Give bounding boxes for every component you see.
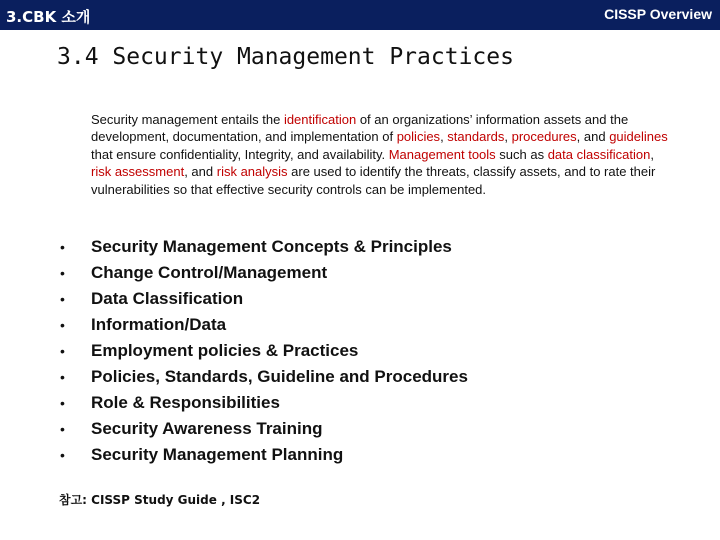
topic-label: Employment policies & Practices xyxy=(91,341,359,360)
bullet-icon: • xyxy=(60,239,65,255)
topic-item xyxy=(60,234,468,260)
bullet-icon: • xyxy=(60,343,65,359)
reference-note: 참고: CISSP Study Guide , ISC2 xyxy=(59,493,261,507)
highlighted-term: Management tools xyxy=(388,146,496,162)
topic-item xyxy=(60,312,468,338)
paragraph-text: , xyxy=(440,129,448,145)
paragraph-text: such as xyxy=(495,146,548,162)
highlighted-term: procedures xyxy=(511,129,577,145)
paragraph-text: that ensure confidentiality, Integrity, and availability. xyxy=(91,146,389,162)
bullet-icon: • xyxy=(60,395,65,411)
topic-item xyxy=(60,442,468,468)
bullet-icon: • xyxy=(60,317,65,333)
bullet-icon: • xyxy=(60,369,65,385)
paragraph-text: , and xyxy=(576,129,610,145)
topic-label: Security Management Planning xyxy=(91,445,344,464)
highlighted-term: guidelines xyxy=(609,129,668,145)
intro-paragraph xyxy=(91,111,669,198)
bullet-icon: • xyxy=(60,291,65,307)
course-label: CISSP Overview xyxy=(604,6,712,22)
topic-list xyxy=(60,234,468,468)
topic-item xyxy=(60,286,468,312)
paragraph-text: Security management entails the xyxy=(91,112,284,127)
bullet-icon: • xyxy=(60,265,65,281)
topic-label: Information/Data xyxy=(91,315,227,334)
slide-title: 3.4 Security Management Practices xyxy=(57,44,514,70)
topic-label: Role & Responsibilities xyxy=(91,393,280,412)
topic-item xyxy=(60,364,468,390)
paragraph-text: are used to identify the threats, classify assets, and to rate their vulnerabilities so that effective security controls can be implemented. xyxy=(91,164,656,197)
topic-item xyxy=(60,390,468,416)
highlighted-term: standards xyxy=(447,129,505,145)
topic-item xyxy=(60,260,468,286)
paragraph-text: of an organizations’ information assets and the development, documentation, and implementation of xyxy=(91,112,629,145)
topic-label: Policies, Standards, Guideline and Procedures xyxy=(91,367,468,386)
highlighted-term: risk assessment xyxy=(91,164,185,180)
highlighted-term: data classification xyxy=(547,146,651,162)
header-bar xyxy=(0,0,720,30)
highlighted-term: risk analysis xyxy=(216,164,288,180)
topic-label: Security Awareness Training xyxy=(91,419,323,438)
highlighted-term: identification xyxy=(283,112,357,127)
topic-label: Data Classification xyxy=(91,289,244,308)
paragraph-text: , xyxy=(650,146,654,162)
paragraph-text: , and xyxy=(184,164,217,180)
paragraph-text: , xyxy=(504,129,512,145)
bullet-icon: • xyxy=(60,421,65,437)
topic-item xyxy=(60,416,468,442)
topic-item xyxy=(60,338,468,364)
highlighted-term: policies xyxy=(396,129,441,145)
topic-label: Security Management Concepts & Principles xyxy=(91,237,452,256)
section-label: 3.CBK 소개 xyxy=(6,8,91,26)
topic-label: Change Control/Management xyxy=(91,263,328,282)
bullet-icon: • xyxy=(60,447,65,463)
